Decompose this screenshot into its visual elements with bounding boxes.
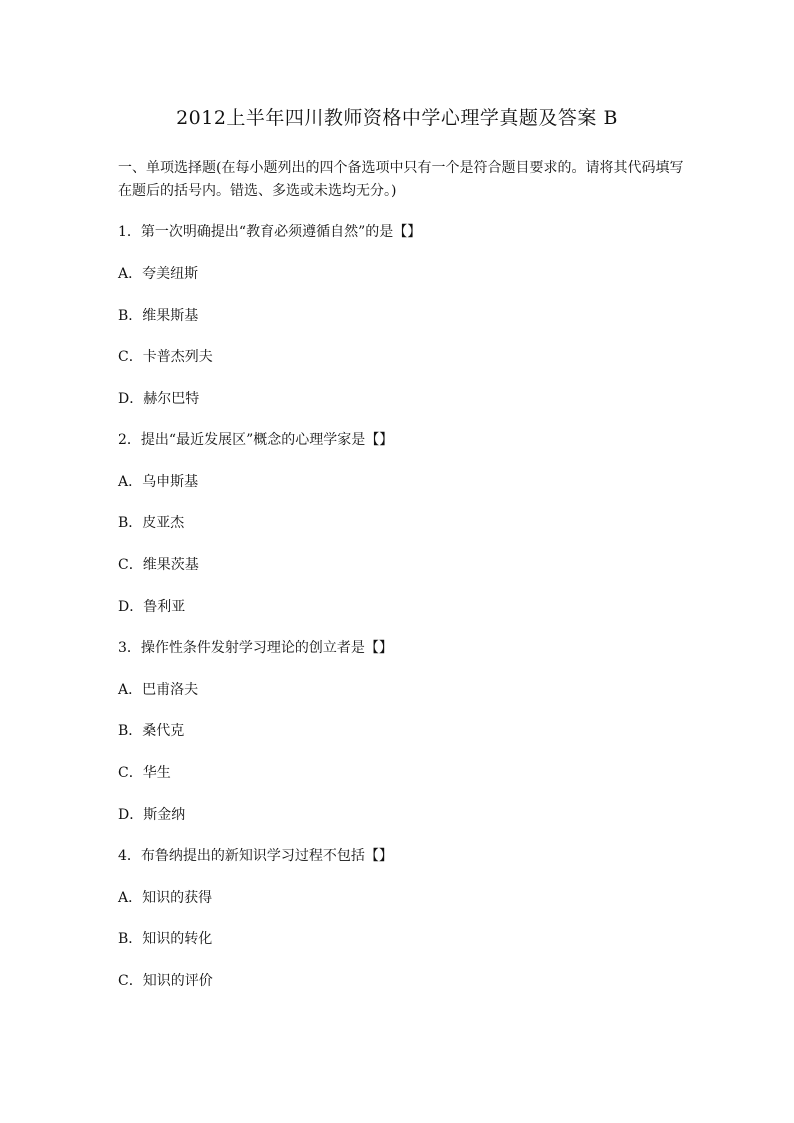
question-1-option-b: B．维果斯基	[118, 308, 199, 324]
question-1-option-c: C．卡普杰列夫	[118, 349, 213, 365]
question-2-option-b: B．皮亚杰	[118, 515, 185, 531]
question-4-option-b: B．知识的转化	[118, 931, 213, 947]
page-title: 2012上半年四川教师资格中学心理学真题及答案 B	[176, 107, 618, 129]
question-3-stem: 3．操作性条件发射学习理论的创立者是【】	[118, 640, 393, 656]
question-3-option-a: A．巴甫洛夫	[118, 682, 199, 698]
question-1-option-a: A．夸美纽斯	[118, 266, 199, 282]
question-3-option-c: C．华生	[118, 765, 171, 781]
question-2-option-c: C．维果茨基	[118, 557, 199, 573]
section-intro: 一、单项选择题(在每小题列出的四个备选项中只有一个是符合题目要求的。请将其代码填写在题后的括号内。错选、多选或未选均无分。)	[118, 160, 684, 199]
question-2-option-a: A．乌申斯基	[118, 474, 199, 490]
question-1-stem: 1．第一次明确提出“教育必须遵循自然”的是【】	[118, 224, 422, 240]
question-2-option-d: D．鲁利亚	[118, 599, 186, 615]
question-4-stem: 4．布鲁纳提出的新知识学习过程不包括【】	[118, 848, 393, 864]
question-4-option-c: C．知识的评价	[118, 973, 213, 989]
question-3-option-b: B．桑代克	[118, 723, 185, 739]
question-4-option-a: A．知识的获得	[118, 890, 213, 906]
question-3-option-d: D．斯金纳	[118, 807, 186, 823]
question-1-option-d: D．赫尔巴特	[118, 391, 200, 407]
question-2-stem: 2．提出“最近发展区”概念的心理学家是【】	[118, 432, 394, 448]
